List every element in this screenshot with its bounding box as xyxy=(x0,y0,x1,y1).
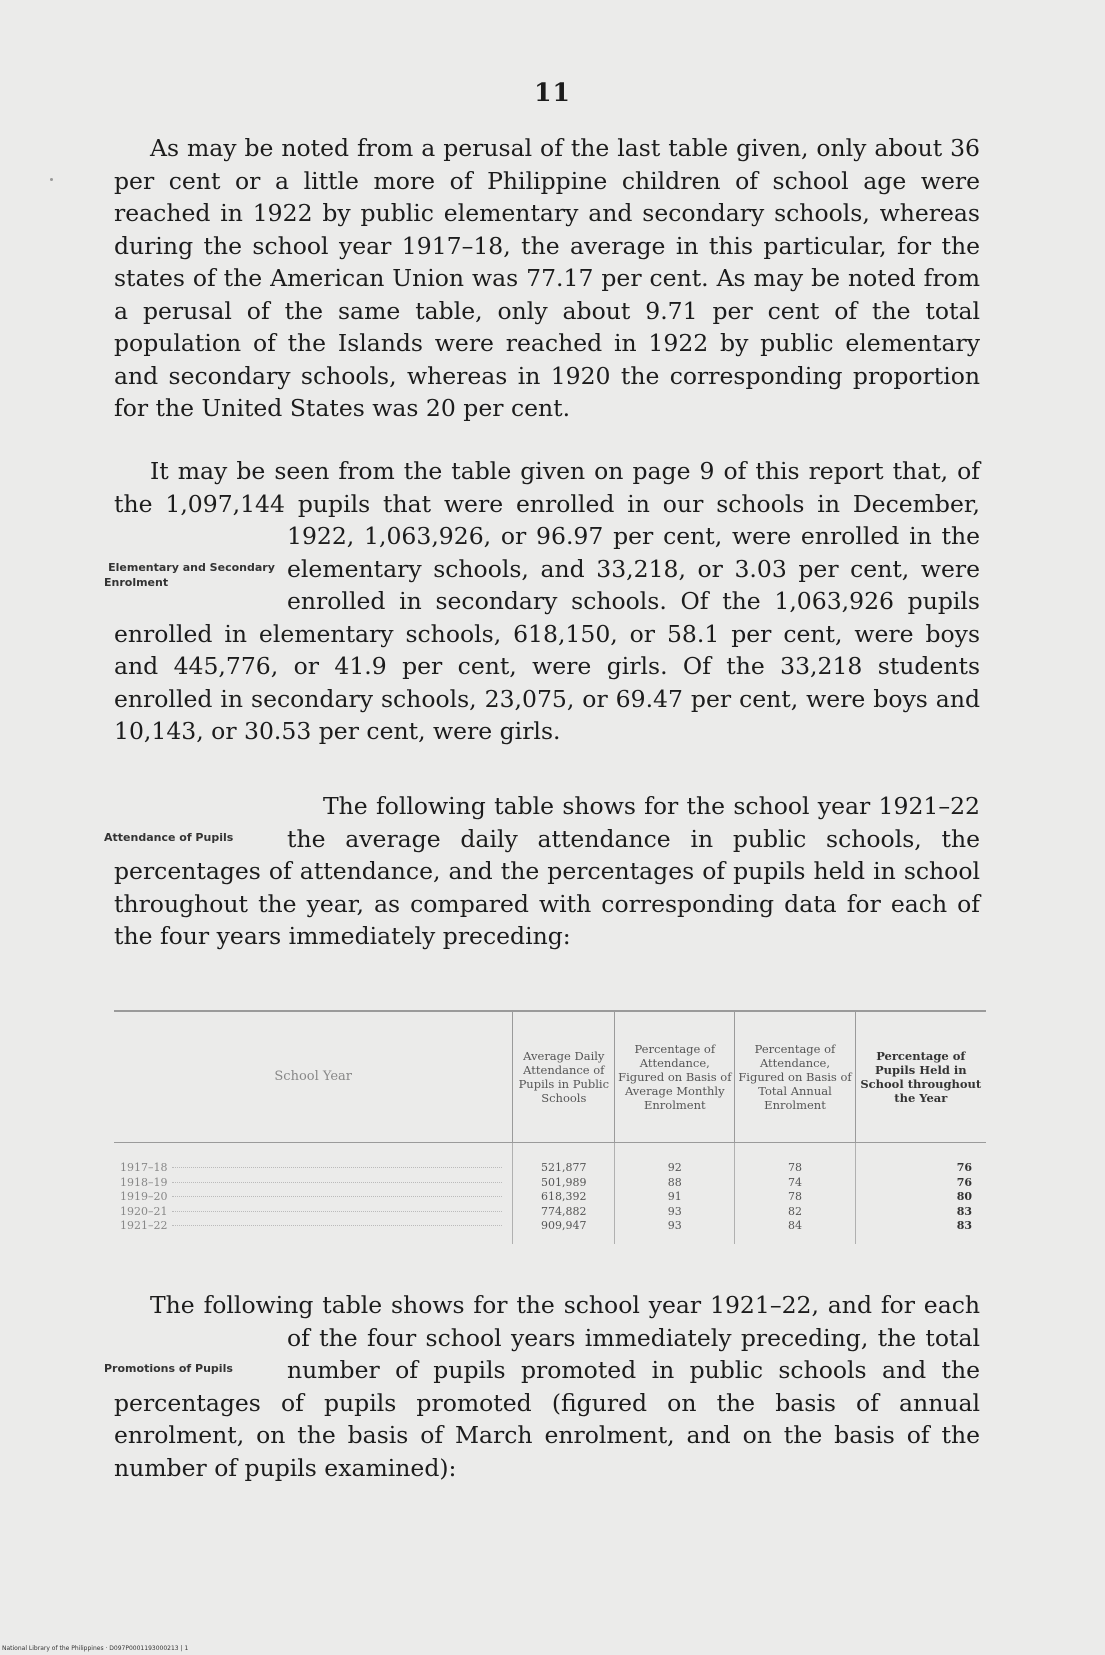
paragraph-attendance-text: The following table shows for the school year 1921–22 the average daily attendance in public schools, the percentages of attendance, and the percentages of pupils held in school throughout the year, as compared with corresponding data for each of the four years immediately preceding: xyxy=(114,792,980,950)
page-number: 11 xyxy=(534,78,571,107)
table-header-row xyxy=(114,1011,986,1143)
cell-year: 1917–18 xyxy=(114,1143,513,1176)
table-row xyxy=(114,1190,986,1205)
cell-pct-held: 83 xyxy=(855,1219,986,1244)
cell-year: 1919–20 xyxy=(114,1190,513,1205)
cell-year: 1918–19 xyxy=(114,1176,513,1191)
col-header-pct-annual: Percentage of Attendance, Figured on Basis of Total Annual Enrolment xyxy=(735,1011,855,1143)
col-header-school-year: School Year xyxy=(114,1011,513,1143)
cell-year: 1920–21 xyxy=(114,1205,513,1220)
col-header-pct-held: Percentage of Pupils Held in School throughout the Year xyxy=(855,1011,986,1143)
table-row xyxy=(114,1219,986,1244)
cell-pct-annual: 78 xyxy=(735,1143,855,1176)
cell-average: 501,989 xyxy=(513,1176,615,1191)
cell-pct-held: 83 xyxy=(855,1205,986,1220)
table-row xyxy=(114,1205,986,1220)
paragraph-promotions xyxy=(104,1289,980,1484)
cell-pct-monthly: 93 xyxy=(615,1205,735,1220)
table-row xyxy=(114,1176,986,1191)
paragraph-school-age-coverage: As may be noted from a perusal of the last table given, only about 36 per cent or a little more of Philippine children of school age were reached in 1922 by public elementary and secondary schools, whereas during the school year 1917–18, the average in this particular, for the states of the American Union was 77.17 per cent. As may be noted from a perusal of the same table, only about 9.71 per cent of the total population of the Islands were reached in 1922 by public elementary and secondary schools, whereas in 1920 the corresponding proportion for the United States was 20 per cent. xyxy=(114,134,980,422)
cell-pct-monthly: 92 xyxy=(615,1143,735,1176)
cell-pct-held: 76 xyxy=(855,1176,986,1191)
paragraph-attendance xyxy=(104,790,980,953)
cell-average: 618,392 xyxy=(513,1190,615,1205)
attendance-table xyxy=(114,1010,986,1244)
cell-average: 521,877 xyxy=(513,1143,615,1176)
cell-year: 1921–22 xyxy=(114,1219,513,1244)
cell-pct-held: 80 xyxy=(855,1190,986,1205)
table-row xyxy=(114,1143,986,1176)
side-note-enrolment: Elementary and Secondary Enrolment xyxy=(104,561,275,589)
side-note-promotions: Promotions of Pupils xyxy=(104,1362,233,1375)
scan-speck xyxy=(50,178,53,181)
cell-pct-monthly: 88 xyxy=(615,1176,735,1191)
cell-pct-monthly: 93 xyxy=(615,1219,735,1244)
cell-pct-held: 76 xyxy=(855,1143,986,1176)
paragraph-enrolment-text: It may be seen from the table given on page 9 of this report that, of the 1,097,144 pupils that were enrolled in our schools in December, 1922, 1,063,926, or 96.97 per cent, were enrolled in the elementary schools, and 33,218, or 3.03 per cent, were enrolled in secondary schools. Of the 1,063,926 pupils enrolled in elementary schools, 618,150, or 58.1 per cent, were boys and 445,776, or 41.9 per cent, were girls. Of the 33,218 students enrolled in secondary schools, 23,075, or 69.47 per cent, were boys and 10,143, or 30.53 per cent, were girls. xyxy=(114,457,980,745)
cell-average: 909,947 xyxy=(513,1219,615,1244)
cell-pct-annual: 84 xyxy=(735,1219,855,1244)
col-header-average-attendance: Average Daily Attendance of Pupils in Public Schools xyxy=(513,1011,615,1143)
cell-pct-monthly: 91 xyxy=(615,1190,735,1205)
footer-credit: National Library of the Philippines · D097P0001193000213 | 1 xyxy=(2,1645,189,1652)
cell-pct-annual: 78 xyxy=(735,1190,855,1205)
cell-pct-annual: 74 xyxy=(735,1176,855,1191)
col-header-pct-monthly: Percentage of Attendance, Figured on Basis of Average Monthly Enrolment xyxy=(615,1011,735,1143)
paragraph-promotions-text: The following table shows for the school year 1921–22, and for each of the four school years immediately preceding, the total number of pupils promoted in public schools and the percentages of pupils promoted (figured on the basis of annual enrolment, on the basis of March enrolment, and on the basis of the number of pupils examined): xyxy=(114,1291,980,1482)
cell-average: 774,882 xyxy=(513,1205,615,1220)
cell-pct-annual: 82 xyxy=(735,1205,855,1220)
side-note-attendance: Attendance of Pupils xyxy=(104,831,234,844)
paragraph-enrolment xyxy=(104,455,980,748)
